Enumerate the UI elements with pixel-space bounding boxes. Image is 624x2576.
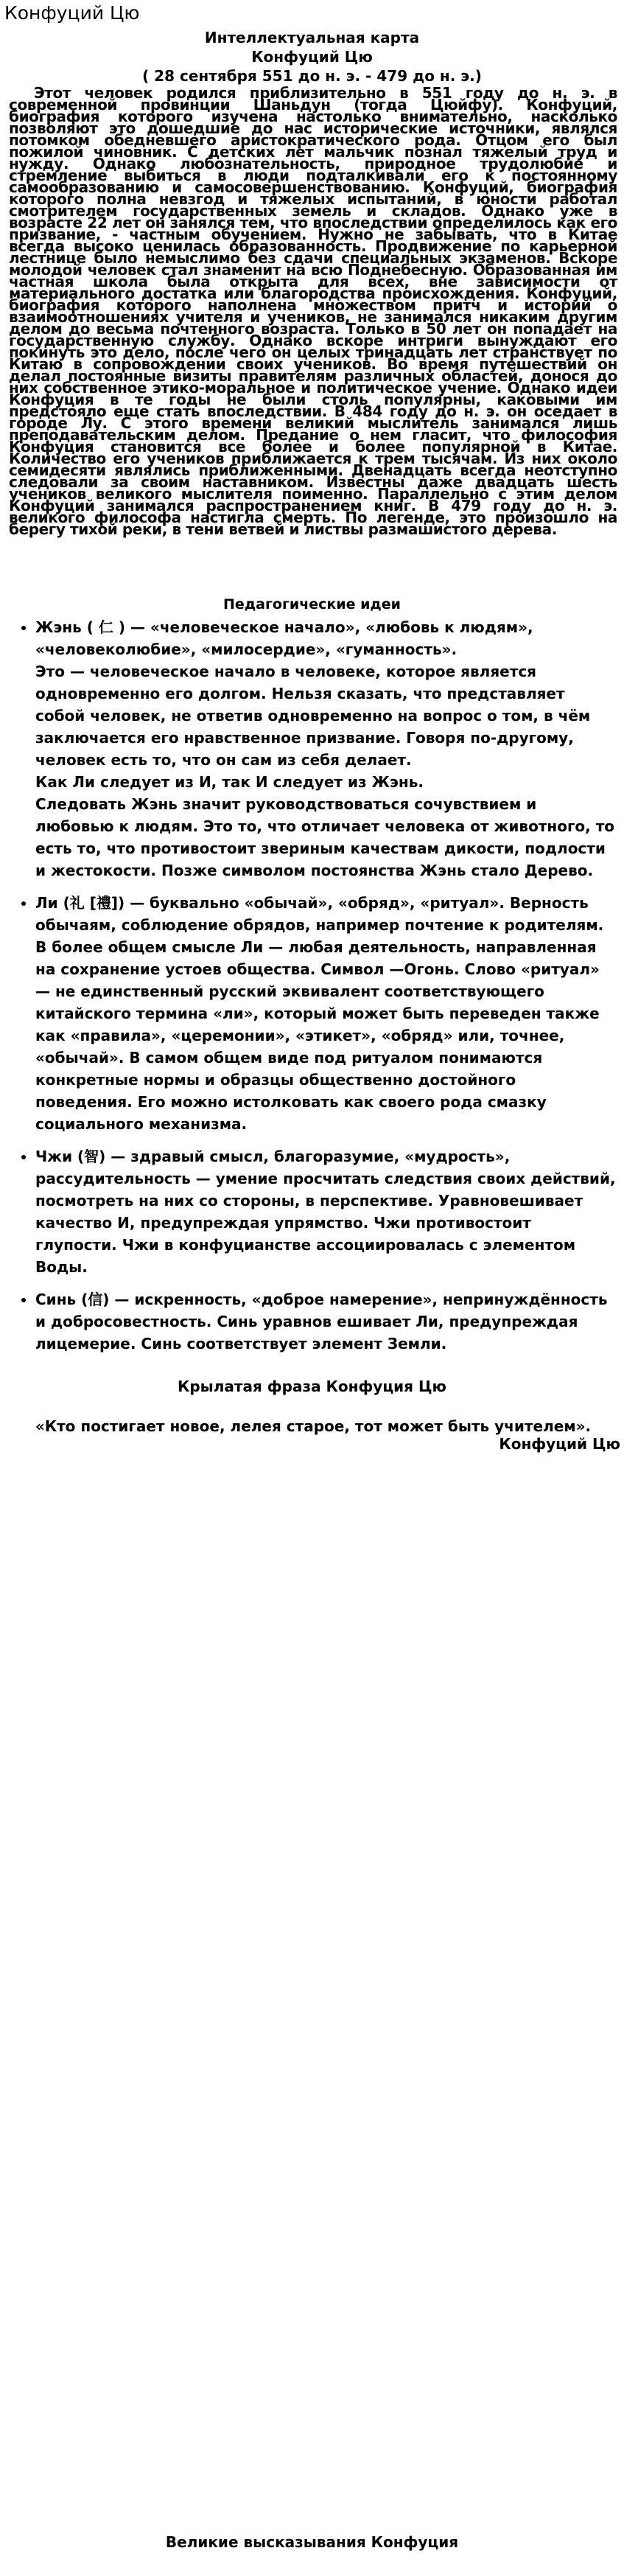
- ideas-list: [12, 616, 617, 1365]
- title-line-1: Интеллектуальная карта: [204, 29, 420, 46]
- idea-item-sin: [35, 1288, 617, 1355]
- sayings-heading: Великие высказывания Конфуция: [165, 2533, 459, 2551]
- idea-paragraph: • Синь (信) — искренность, «доброе намерение», непринуждённость и добросовестность. Синь уравнов ешивает Ли, предупреждая лицемерие. Синь соответствует элемент Земли.: [35, 1291, 608, 1352]
- idea-paragraph: Следовать Жэнь значит руководствоваться сочувствием и любовью к людям. Это то, что отличает человека от животного, то есть то, что противостоит звериным качествам дикости, подлости и жестокости. Позже символом постоянства Жэнь стало Дерево.: [35, 795, 615, 879]
- title-line-2: Конфуций Цю: [251, 48, 373, 66]
- quote-text: «Кто постигает новое, лелея старое, тот может быть учителем».: [35, 1417, 592, 1435]
- idea-item-zhi: [35, 1145, 617, 1278]
- idea-paragraph: • Чжи (智) — здравый смысл, благоразумие, «мудрость», рассудительность — умение просчитать следствия своих действий, посмотреть на них со стороны, в перспективе. Уравновешивает качество И, предупреждая упрямство. Чжи противостоит глупости. Чжи в конфуцианстве ассоциировалась с элементом Воды.: [35, 1148, 616, 1276]
- idea-paragraph: Это — человеческое начало в человеке, которое является одновременно его долгом. Нельзя сказать, что представляет собой человек, не ответив одновременно на вопрос о том, в чём заключается его нравственное призвание. Говоря по-другому, человек есть то, что он сам из себя делает.: [35, 663, 591, 769]
- idea-item-li: [35, 892, 617, 1135]
- quote-author: Конфуций Цю: [499, 1435, 620, 1453]
- title-line-3: ( 28 сентября 551 до н. э. - 479 до н. э.): [142, 67, 482, 85]
- idea-item-zhen: [35, 616, 617, 882]
- catchphrase-heading: Крылатая фраза Конфуция Цю: [178, 1378, 446, 1395]
- idea-paragraph: Как Ли следует из И, так И следует из Жэнь.: [35, 773, 424, 791]
- quote-block: [6, 1417, 620, 1453]
- biography-paragraph: Этот человек родился приблизительно в 551 году до н. э. в современной провинции Шаньдун (тогда Цюйфу). Конфуций, биография которого изучена настолько внимательно, насколько позволяют это дошедшие до нас исторические источники, являлся потомком обедневшего аристократического рода. Отцом его был пожилой чиновник. С детских лет мальчик познал тяжелый труд и нужду. Однако любознательность, природное трудолюбие и стремление выбиться в люди подталкивали его к постоянному самообразованию и самосовершенствованию. Конфуций, биография которого полна невзгод и тяжелых испытаний, в юности работал смотрителем государственных земель и складов. Однако уже в возрасте 22 лет он занялся тем, что впоследствии определилось как его призвание, - частным обучением. Нужно не забывать, что в Китае всегда высоко ценилась образованность. Продвижение по карьерной лестнице было немыслимо без сдачи специальных экзаменов. Вскоре молодой человек стал знаменит на всю Поднебесную. Образованная им частная школа была открыта для всех, вне зависимости от материального достатка или благородства происхождения. Конфуций, биография которого наполнена множеством притч и историй о взаимоотношениях учителя и учеников, не занимался никаким другим делом до весьма почтенного возраста. Только в 50 лет он попадает на государственную службу. Однако вскоре интриги вынуждают его покинуть это дело, после чего он целых тринадцать лет странствует по Китаю в сопровождении своих учеников. Во время путешествий он делал постоянные визиты правителям различных областей, донося до них собственное этико-моральное и политическое учение. Однако идеи Конфуция в те годы не были столь популярны, каковыми им предстояло еще стать впоследствии. В 484 году до н. э. он оседает в городе Лу. С этого времени великий мыслитель занимался лишь преподавательским делом. Предание о нем гласит, что философия Конфуция становится все более и более популярной в Китае. Количество его учеников приближается к трем тысячам. Из них около семидесяти являлись приближенными. Двенадцать всегда неотступно следовали за своим наставником. Известны даже двадцать шесть учеников великого мыслителя поименно. Параллельно с этим делом Конфуций занимался распространением книг. В 479 году до н. э. великого философа настигла смерть. По легенде, это произошло на берегу тихой реки, в тени ветвей и листвы размашистого дерева.: [9, 84, 617, 538]
- ideas-heading: Педагогические идеи: [223, 596, 401, 612]
- idea-paragraph: • Ли (礼 [禮]) — буквально «обычай», «обряд», «ритуал». Верность обычаям, соблюдение обрядов, например почтение к родителям. В более общем смысле Ли — любая деятельность, направленная на сохранение устоев общества. Символ —Огонь. Слово «ритуал» — не единственный русский эквивалент соответствующего китайского термина «ли», который может быть переведен также как «правила», «церемонии», «этикет», «обряд» или, точнее, «обычай». В самом общем виде под ритуалом понимаются конкретные нормы и образцы общественно достойного поведения. Его можно истолковать как своего рода смазку социального механизма.: [35, 894, 604, 1133]
- page-heading: Конфуций Цю: [4, 2, 140, 24]
- idea-paragraph: • Жэнь ( 仁 ) — «человеческое начало», «любовь к людям», «человеколюбие», «милосердие», «гуманность».: [35, 618, 533, 658]
- title-block: [0, 28, 624, 85]
